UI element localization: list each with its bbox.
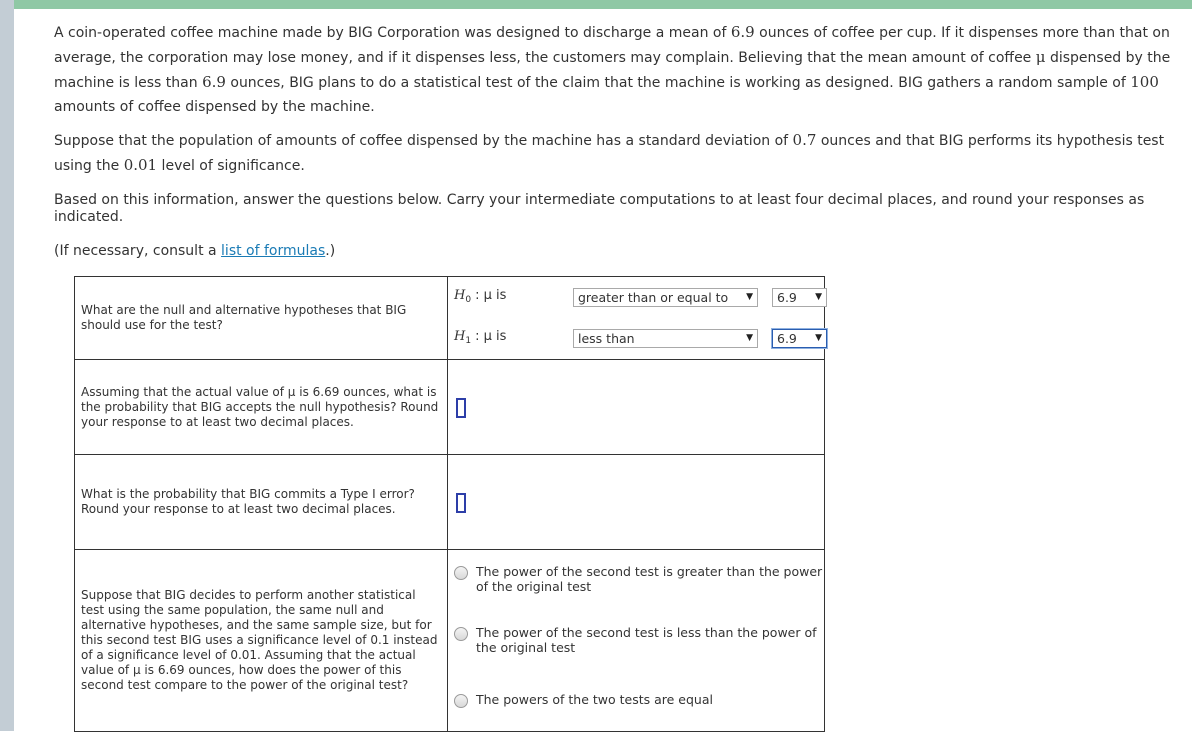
formulas-note: (If necessary, consult a list of formulas.) — [54, 243, 336, 259]
caret-down-icon: ▼ — [815, 292, 822, 302]
type-one-error-probability-input[interactable] — [456, 493, 466, 513]
power-less-option[interactable]: The power of the second test is less than the power of the original test — [454, 625, 824, 655]
question-4-text: Suppose that BIG decides to perform another statistical test using the same population, the same null and alternative hypotheses, and the same sample size, but for this second test BIG uses a significance level of 0.1 instead of a significance level of 0.01. Assuming that the actual value of μ is 6.69 ounces, how does the power of this second test compare to the power of the original test? — [75, 550, 448, 732]
problem-instructions: Based on this information, answer the questions below. Carry your intermediate computations to at least four decimal places, and round your responses as indicated. — [54, 192, 1145, 225]
caret-down-icon: ▼ — [746, 333, 753, 343]
question-row-1 — [75, 277, 825, 360]
problem-paragraph-1: A coin-operated coffee machine made by BIG Corporation was designed to discharge a mean of 6.9 ounces of coffee per cup. If it dispenses more than that on average, the corporation may lose money, and if it dispenses less, the customers may complain. Believing that the mean amount of coffee μ dispensed by the machine is less than 6.9 ounces, BIG plans to do a statistical test of the claim that the machine is working as designed. BIG gathers a random sample of 100 amounts of coffee dispensed by the machine. — [54, 23, 1171, 115]
null-hypothesis-relation-select[interactable]: greater than or equal to ▼ — [573, 288, 758, 307]
power-equal-radio[interactable] — [454, 694, 468, 708]
question-row-2 — [75, 360, 825, 455]
question-row-3 — [75, 455, 825, 550]
alternative-hypothesis-value-select[interactable]: 6.9 ▼ — [772, 329, 827, 348]
caret-down-icon: ▼ — [815, 333, 822, 343]
problem-paragraph-2: Suppose that the population of amounts of coffee dispensed by the machine has a standard deviation of 0.7 ounces and that BIG performs its hypothesis test using the 0.01 level of significance. — [54, 131, 1165, 174]
alternative-hypothesis-label: H 1 : μ is — [454, 328, 507, 346]
null-hypothesis-value-select[interactable]: 6.9 ▼ — [772, 288, 827, 307]
caret-down-icon: ▼ — [746, 292, 753, 302]
list-of-formulas-link[interactable]: list of formulas — [221, 243, 326, 259]
power-greater-radio[interactable] — [454, 566, 468, 580]
null-hypothesis-label: H 0 : μ is — [454, 287, 507, 305]
question-2-text: Assuming that the actual value of μ is 6.69 ounces, what is the probability that BIG accepts the null hypothesis? Round your response to at least two decimal places. — [75, 360, 448, 455]
left-rail — [0, 0, 14, 731]
accept-null-probability-input[interactable] — [456, 398, 466, 418]
question-3-text: What is the probability that BIG commits a Type I error? Round your response to at least two decimal places. — [75, 455, 448, 550]
question-1-text: What are the null and alternative hypotheses that BIG should use for the test? — [75, 277, 448, 360]
alternative-hypothesis-relation-select[interactable]: less than ▼ — [573, 329, 758, 348]
top-accent-bar — [14, 0, 1192, 9]
question-1-answer — [448, 277, 825, 360]
question-row-4 — [75, 550, 825, 732]
power-less-radio[interactable] — [454, 627, 468, 641]
power-greater-option[interactable]: The power of the second test is greater than the power of the original test — [454, 564, 824, 594]
problem-statement — [54, 20, 1179, 272]
power-equal-option[interactable]: The powers of the two tests are equal — [454, 692, 824, 708]
questions-table — [74, 276, 825, 732]
